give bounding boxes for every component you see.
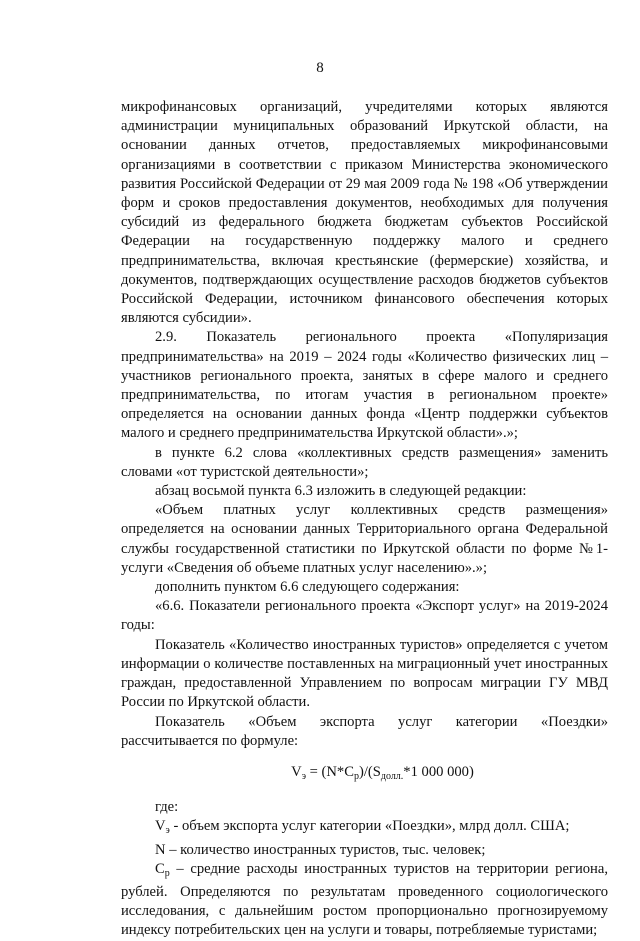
- v-symbol: V: [155, 818, 166, 835]
- v-symbol-subscript: э: [165, 825, 170, 837]
- paragraph-v-definition: [121, 817, 608, 840]
- paragraph-6-3-text: «Объем платных услуг коллективных средств размещения» определяется на основании данных Территориального органа Федеральной службы государственной статистики по Иркутской области по форме №1-услуги «Сведения об объеме платных услуг населению».»;: [121, 502, 608, 576]
- paragraph-6-3-intro: абзац восьмой пункта 6.3 изложить в следующей редакции:: [155, 483, 527, 500]
- paragraph-6-6-heading: «6.6. Показатели регионального проекта «Экспорт услуг» на 2019-2024 годы:: [121, 598, 608, 634]
- paragraph-c-definition: [121, 860, 608, 941]
- paragraph-foreign-tourists: Показатель «Количество иностранных туристов» определяется с учетом информации о количестве поставленных на миграционный учет иностранных граждан, предоставленной Управлением по вопросам миграции ГУ МВД России по Иркутской области.: [121, 636, 608, 711]
- document-body: [121, 98, 608, 941]
- paragraph-export-volume: Показатель «Объем экспорта услуг категории «Поездки» рассчитывается по формуле:: [121, 713, 608, 749]
- v-definition-text: - объем экспорта услуг категории «Поездки», млрд долл. США;: [169, 818, 570, 835]
- paragraph-6-2-amendment: в пункте 6.2 слова «коллективных средств размещения» заменить словами «от туристской деятельности»;: [121, 444, 608, 480]
- c-symbol: С: [155, 860, 165, 877]
- formula-eq-open: = (N*C: [306, 763, 354, 780]
- formula-s-subscript: долл.: [380, 770, 404, 782]
- paragraph-6-6-intro: дополнить пунктом 6.6 следующего содержания:: [155, 579, 460, 596]
- export-formula: [121, 763, 608, 786]
- paragraph-microfinance: микрофинансовых организаций, учредителями которых являются администрации муниципальных образований Иркутской области, на основании данных отчетов, предоставляемых микрофинансовыми организациями в соответствии с приказом Министерства экономического развития Российской Федерации от 29 мая 2009 года № 198 «Об утверждении форм и сроков предоставления документов, необходимых для получения субсидий из федерального бюджета бюджетам субъектов Российской Федерации на государственную поддержку малого и среднего предпринимательства, включая крестьянские (фермерские) хозяйства, и документов, подтверждающих осуществление расходов бюджетов субъектов Российской Федерации, источником финансового обеспечения которых являются субсидии».: [121, 99, 608, 327]
- page-number: 8: [316, 60, 324, 76]
- formula-mid: )/(S: [358, 763, 381, 780]
- c-definition-text: – средние расходы иностранных туристов на территории региона, рублей. Определяются по результатам проведенного социологического исследования, с дальнейшим ростом пропорционально прогнозируемому индексу потребительских цен на услуги и товары, потребляемые туристами;: [121, 860, 608, 939]
- paragraph-n-definition: N – количество иностранных туристов, тыс. человек;: [155, 841, 486, 858]
- c-symbol-subscript: р: [164, 867, 170, 879]
- paragraph-2-9: 2.9. Показатель регионального проекта «Популяризация предпринимательства» на 2019 – 2024 годы «Количество физических лиц – участников регионального проекта, занятых в сфере малого и среднего предпринимательства, по итогам участия в региональном проекте» определяется на основании данных фонда «Центр поддержки субъектов малого и среднего предпринимательства Иркутской области».»;: [121, 329, 608, 442]
- formula-tail: *1 000 000): [403, 763, 474, 780]
- formula-cp-subscript: p: [353, 770, 359, 782]
- formula-v-subscript: э: [301, 770, 306, 782]
- formula-v: V: [291, 763, 302, 780]
- paragraph-where: где:: [155, 799, 179, 816]
